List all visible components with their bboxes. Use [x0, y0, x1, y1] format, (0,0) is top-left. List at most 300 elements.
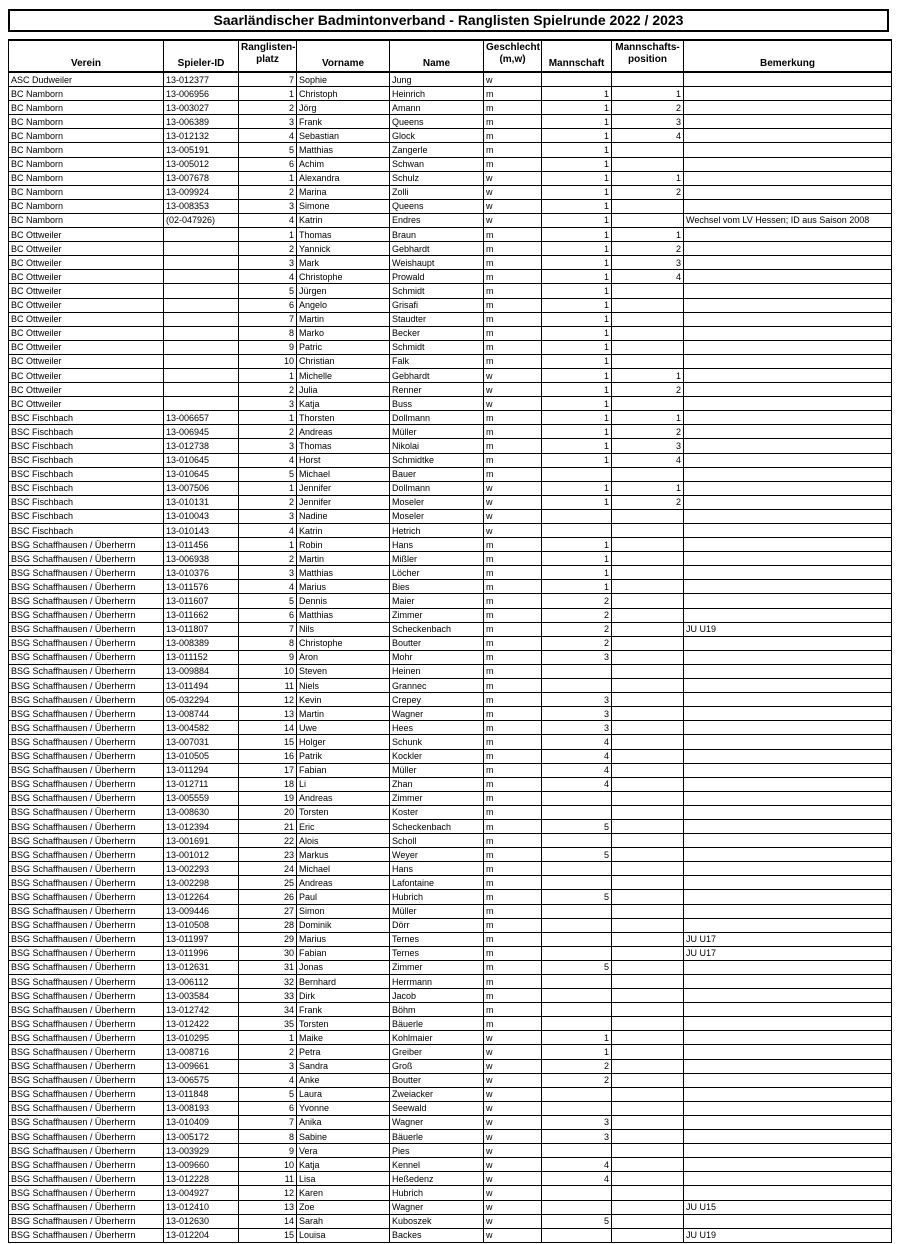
vorname-cell: Vera [297, 1144, 390, 1158]
vorname-cell: Christophe [297, 636, 390, 650]
bemerkung-cell [684, 1045, 892, 1059]
spieler-id-cell: 13-005172 [164, 1130, 239, 1144]
geschlecht-cell: w [484, 481, 542, 495]
spieler-id-cell [164, 397, 239, 411]
mannschaft-cell [542, 1144, 612, 1158]
table-row [9, 566, 892, 580]
geschlecht-cell: w [484, 1045, 542, 1059]
bemerkung-cell [684, 763, 892, 777]
spieler-id-cell: 13-007678 [164, 171, 239, 185]
table-row [9, 608, 892, 622]
spieler-id-cell: 13-011607 [164, 594, 239, 608]
spieler-id-cell: 13-010376 [164, 566, 239, 580]
bemerkung-cell [684, 256, 892, 270]
verein-cell: BC Namborn [9, 87, 164, 101]
position-cell [612, 1228, 684, 1242]
table-row [9, 721, 892, 735]
spieler-id-cell: 13-006112 [164, 975, 239, 989]
bemerkung-cell [684, 1186, 892, 1200]
mannschaft-cell: 1 [542, 495, 612, 509]
name-cell: Queens [390, 115, 484, 129]
geschlecht-cell: m [484, 326, 542, 340]
geschlecht-cell: m [484, 340, 542, 354]
mannschaft-cell [542, 975, 612, 989]
name-cell: Grannec [390, 679, 484, 693]
verein-cell: BSG Schaffhausen / Überherrn [9, 1115, 164, 1129]
name-cell: Buss [390, 397, 484, 411]
vorname-cell: Uwe [297, 721, 390, 735]
verein-cell: BSC Fischbach [9, 481, 164, 495]
spieler-id-cell: 13-003929 [164, 1144, 239, 1158]
bemerkung-cell [684, 72, 892, 87]
geschlecht-cell: m [484, 918, 542, 932]
table-row [9, 340, 892, 354]
vorname-cell: Simon [297, 904, 390, 918]
vorname-cell: Matthias [297, 608, 390, 622]
table-row [9, 1200, 892, 1214]
position-cell [612, 1186, 684, 1200]
mannschaft-cell: 1 [542, 199, 612, 213]
vorname-cell: Frank [297, 115, 390, 129]
table-row [9, 862, 892, 876]
table-row [9, 1045, 892, 1059]
vorname-cell: Katrin [297, 524, 390, 538]
geschlecht-cell: m [484, 960, 542, 974]
platz-cell: 3 [239, 115, 297, 129]
position-cell [612, 538, 684, 552]
header-geschlecht [484, 40, 542, 72]
bemerkung-cell [684, 1214, 892, 1228]
table-row [9, 848, 892, 862]
position-cell [612, 1101, 684, 1115]
table-row [9, 538, 892, 552]
vorname-cell: Lisa [297, 1172, 390, 1186]
verein-cell: BSG Schaffhausen / Überherrn [9, 819, 164, 833]
position-cell [612, 143, 684, 157]
mannschaft-cell: 1 [542, 368, 612, 382]
vorname-cell: Julia [297, 383, 390, 397]
spieler-id-cell [164, 326, 239, 340]
position-cell [612, 664, 684, 678]
platz-cell: 1 [239, 228, 297, 242]
geschlecht-cell: w [484, 1186, 542, 1200]
mannschaft-cell [542, 989, 612, 1003]
geschlecht-cell: m [484, 101, 542, 115]
vorname-cell: Steven [297, 664, 390, 678]
name-cell: Maier [390, 594, 484, 608]
platz-cell: 6 [239, 1101, 297, 1115]
platz-cell: 2 [239, 242, 297, 256]
vorname-cell: Andreas [297, 425, 390, 439]
verein-cell: BC Ottweiler [9, 228, 164, 242]
name-cell: Zimmer [390, 960, 484, 974]
mannschaft-cell: 1 [542, 298, 612, 312]
verein-cell: BSG Schaffhausen / Überherrn [9, 1158, 164, 1172]
position-cell [612, 213, 684, 227]
platz-cell: 9 [239, 650, 297, 664]
platz-cell: 25 [239, 876, 297, 890]
table-row [9, 256, 892, 270]
spieler-id-cell: 13-012410 [164, 1200, 239, 1214]
vorname-cell: Michelle [297, 368, 390, 382]
verein-cell: BC Namborn [9, 157, 164, 171]
mannschaft-cell: 4 [542, 763, 612, 777]
mannschaft-cell: 1 [542, 481, 612, 495]
verein-cell: BC Namborn [9, 129, 164, 143]
bemerkung-cell [684, 509, 892, 523]
bemerkung-cell [684, 834, 892, 848]
position-cell: 1 [612, 87, 684, 101]
geschlecht-cell: m [484, 664, 542, 678]
position-cell [612, 1172, 684, 1186]
verein-cell: BSC Fischbach [9, 524, 164, 538]
name-cell: Heinrich [390, 87, 484, 101]
bemerkung-cell [684, 960, 892, 974]
table-row [9, 791, 892, 805]
table-row [9, 904, 892, 918]
table-row [9, 834, 892, 848]
mannschaft-cell: 3 [542, 721, 612, 735]
mannschaft-cell: 3 [542, 707, 612, 721]
platz-cell: 1 [239, 171, 297, 185]
geschlecht-cell: m [484, 721, 542, 735]
mannschaft-cell: 1 [542, 383, 612, 397]
verein-cell: BC Ottweiler [9, 326, 164, 340]
table-row [9, 72, 892, 87]
geschlecht-cell: m [484, 1017, 542, 1031]
geschlecht-cell: m [484, 453, 542, 467]
bemerkung-cell [684, 735, 892, 749]
bemerkung-cell [684, 326, 892, 340]
table-row [9, 425, 892, 439]
spieler-id-cell: 13-012132 [164, 129, 239, 143]
name-cell: Boutter [390, 636, 484, 650]
name-cell: Hetrich [390, 524, 484, 538]
geschlecht-cell: m [484, 834, 542, 848]
mannschaft-cell [542, 1186, 612, 1200]
bemerkung-cell [684, 1144, 892, 1158]
bemerkung-cell [684, 115, 892, 129]
spieler-id-cell: 13-008389 [164, 636, 239, 650]
platz-cell: 1 [239, 411, 297, 425]
platz-cell: 26 [239, 890, 297, 904]
vorname-cell: Aron [297, 650, 390, 664]
spieler-id-cell: 13-006956 [164, 87, 239, 101]
platz-cell: 2 [239, 552, 297, 566]
bemerkung-cell [684, 749, 892, 763]
spieler-id-cell: 13-012377 [164, 72, 239, 87]
spieler-id-cell: 13-012742 [164, 1003, 239, 1017]
geschlecht-cell: m [484, 354, 542, 368]
spieler-id-cell: 13-011848 [164, 1087, 239, 1101]
position-cell [612, 1214, 684, 1228]
name-cell: Wagner [390, 1200, 484, 1214]
bemerkung-cell [684, 185, 892, 199]
position-cell [612, 777, 684, 791]
position-cell [612, 805, 684, 819]
verein-cell: BSG Schaffhausen / Überherrn [9, 693, 164, 707]
vorname-cell: Thomas [297, 439, 390, 453]
platz-cell: 11 [239, 1172, 297, 1186]
geschlecht-cell: m [484, 157, 542, 171]
bemerkung-cell [684, 538, 892, 552]
position-cell: 1 [612, 368, 684, 382]
position-cell [612, 735, 684, 749]
header-mannschaftsposition-bottom: position [628, 54, 667, 65]
table-row [9, 975, 892, 989]
table-row [9, 932, 892, 946]
spieler-id-cell: 13-003027 [164, 101, 239, 115]
position-cell [612, 960, 684, 974]
position-cell: 2 [612, 242, 684, 256]
name-cell: Hubrich [390, 890, 484, 904]
table-row [9, 1059, 892, 1073]
header-mannschaft: Mannschaft [542, 40, 612, 72]
table-row [9, 228, 892, 242]
geschlecht-cell: m [484, 467, 542, 481]
verein-cell: BC Ottweiler [9, 397, 164, 411]
bemerkung-cell [684, 411, 892, 425]
name-cell: Böhm [390, 1003, 484, 1017]
platz-cell: 34 [239, 1003, 297, 1017]
bemerkung-cell [684, 693, 892, 707]
bemerkung-cell [684, 650, 892, 664]
platz-cell: 13 [239, 707, 297, 721]
table-row [9, 453, 892, 467]
table-row [9, 368, 892, 382]
verein-cell: BSG Schaffhausen / Überherrn [9, 1101, 164, 1115]
geschlecht-cell: m [484, 679, 542, 693]
verein-cell: BSG Schaffhausen / Überherrn [9, 721, 164, 735]
mannschaft-cell: 1 [542, 538, 612, 552]
name-cell: Zolli [390, 185, 484, 199]
platz-cell: 4 [239, 213, 297, 227]
mannschaft-cell: 4 [542, 749, 612, 763]
table-row [9, 1172, 892, 1186]
platz-cell: 1 [239, 1031, 297, 1045]
verein-cell: BSG Schaffhausen / Überherrn [9, 1073, 164, 1087]
mannschaft-cell: 5 [542, 890, 612, 904]
position-cell: 2 [612, 185, 684, 199]
table-row [9, 763, 892, 777]
table-row [9, 115, 892, 129]
name-cell: Moseler [390, 495, 484, 509]
vorname-cell: Kevin [297, 693, 390, 707]
name-cell: Heinen [390, 664, 484, 678]
mannschaft-cell: 2 [542, 594, 612, 608]
position-cell [612, 636, 684, 650]
mannschaft-cell: 1 [542, 101, 612, 115]
platz-cell: 5 [239, 467, 297, 481]
table-row [9, 1101, 892, 1115]
bemerkung-cell [684, 862, 892, 876]
name-cell: Gebhardt [390, 242, 484, 256]
header-name: Name [390, 40, 484, 72]
bemerkung-cell [684, 876, 892, 890]
geschlecht-cell: w [484, 199, 542, 213]
vorname-cell: Yannick [297, 242, 390, 256]
vorname-cell: Thomas [297, 228, 390, 242]
mannschaft-cell: 1 [542, 340, 612, 354]
name-cell: Moseler [390, 509, 484, 523]
bemerkung-cell [684, 580, 892, 594]
table-row [9, 171, 892, 185]
position-cell [612, 312, 684, 326]
bemerkung-cell [684, 1073, 892, 1087]
platz-cell: 20 [239, 805, 297, 819]
position-cell: 3 [612, 439, 684, 453]
geschlecht-cell: m [484, 735, 542, 749]
vorname-cell: Dennis [297, 594, 390, 608]
platz-cell: 9 [239, 1144, 297, 1158]
vorname-cell: Angelo [297, 298, 390, 312]
bemerkung-cell [684, 129, 892, 143]
bemerkung-cell: JU U19 [684, 622, 892, 636]
position-cell [612, 1200, 684, 1214]
mannschaft-cell: 1 [542, 284, 612, 298]
table-row [9, 157, 892, 171]
spieler-id-cell: 13-012631 [164, 960, 239, 974]
platz-cell: 4 [239, 453, 297, 467]
table-row [9, 495, 892, 509]
geschlecht-cell: m [484, 439, 542, 453]
table-row [9, 270, 892, 284]
spieler-id-cell: 13-011576 [164, 580, 239, 594]
position-cell [612, 157, 684, 171]
table-row [9, 960, 892, 974]
spieler-id-cell: 13-010409 [164, 1115, 239, 1129]
table-row [9, 664, 892, 678]
verein-cell: BSG Schaffhausen / Überherrn [9, 1059, 164, 1073]
verein-cell: BSG Schaffhausen / Überherrn [9, 1087, 164, 1101]
verein-cell: BSG Schaffhausen / Überherrn [9, 622, 164, 636]
table-row [9, 101, 892, 115]
verein-cell: BSC Fischbach [9, 439, 164, 453]
spieler-id-cell: 13-009660 [164, 1158, 239, 1172]
name-cell: Weishaupt [390, 256, 484, 270]
platz-cell: 6 [239, 298, 297, 312]
vorname-cell: Christophe [297, 270, 390, 284]
bemerkung-cell [684, 664, 892, 678]
vorname-cell: Michael [297, 862, 390, 876]
position-cell: 1 [612, 481, 684, 495]
position-cell [612, 721, 684, 735]
verein-cell: BSG Schaffhausen / Überherrn [9, 805, 164, 819]
spieler-id-cell: 13-008193 [164, 1101, 239, 1115]
position-cell [612, 918, 684, 932]
geschlecht-cell: m [484, 989, 542, 1003]
bemerkung-cell [684, 819, 892, 833]
vorname-cell: Martin [297, 707, 390, 721]
spieler-id-cell [164, 298, 239, 312]
geschlecht-cell: w [484, 524, 542, 538]
position-cell: 2 [612, 495, 684, 509]
header-ranglistenplatz [239, 40, 297, 72]
geschlecht-cell: m [484, 143, 542, 157]
name-cell: Queens [390, 199, 484, 213]
position-cell [612, 397, 684, 411]
geschlecht-cell: w [484, 1031, 542, 1045]
mannschaft-cell: 1 [542, 242, 612, 256]
platz-cell: 32 [239, 975, 297, 989]
verein-cell: BSG Schaffhausen / Überherrn [9, 904, 164, 918]
mannschaft-cell: 1 [542, 270, 612, 284]
platz-cell: 4 [239, 580, 297, 594]
mannschaft-cell [542, 524, 612, 538]
platz-cell: 8 [239, 636, 297, 650]
bemerkung-cell [684, 1017, 892, 1031]
table-row [9, 693, 892, 707]
platz-cell: 8 [239, 1130, 297, 1144]
mannschaft-cell: 1 [542, 185, 612, 199]
position-cell [612, 679, 684, 693]
platz-cell: 5 [239, 284, 297, 298]
platz-cell: 23 [239, 848, 297, 862]
mannschaft-cell [542, 467, 612, 481]
spieler-id-cell: 13-012264 [164, 890, 239, 904]
spieler-id-cell: 13-008716 [164, 1045, 239, 1059]
verein-cell: BSG Schaffhausen / Überherrn [9, 848, 164, 862]
geschlecht-cell: m [484, 763, 542, 777]
spieler-id-cell: 05-032294 [164, 693, 239, 707]
position-cell [612, 1130, 684, 1144]
spieler-id-cell: 13-011997 [164, 932, 239, 946]
geschlecht-cell: m [484, 636, 542, 650]
vorname-cell: Nils [297, 622, 390, 636]
verein-cell: BSG Schaffhausen / Überherrn [9, 566, 164, 580]
bemerkung-cell [684, 340, 892, 354]
verein-cell: BSG Schaffhausen / Überherrn [9, 975, 164, 989]
platz-cell: 28 [239, 918, 297, 932]
spieler-id-cell: 13-010505 [164, 749, 239, 763]
bemerkung-cell [684, 453, 892, 467]
geschlecht-cell: m [484, 622, 542, 636]
mannschaft-cell [542, 509, 612, 523]
geschlecht-cell: m [484, 115, 542, 129]
verein-cell: BSC Fischbach [9, 425, 164, 439]
spieler-id-cell: 13-004927 [164, 1186, 239, 1200]
table-row [9, 509, 892, 523]
spieler-id-cell [164, 340, 239, 354]
vorname-cell: Dirk [297, 989, 390, 1003]
bemerkung-cell [684, 481, 892, 495]
geschlecht-cell: w [484, 1228, 542, 1242]
mannschaft-cell [542, 1003, 612, 1017]
name-cell: Schunk [390, 735, 484, 749]
table-row [9, 650, 892, 664]
position-cell [612, 1087, 684, 1101]
name-cell: Kohlmaier [390, 1031, 484, 1045]
geschlecht-cell: w [484, 1158, 542, 1172]
vorname-cell: Jennifer [297, 495, 390, 509]
position-cell [612, 1059, 684, 1073]
name-cell: Heßedenz [390, 1172, 484, 1186]
mannschaft-cell: 1 [542, 580, 612, 594]
spieler-id-cell: 13-012228 [164, 1172, 239, 1186]
table-row [9, 805, 892, 819]
position-cell [612, 467, 684, 481]
platz-cell: 4 [239, 524, 297, 538]
name-cell: Scheckenbach [390, 622, 484, 636]
platz-cell: 35 [239, 1017, 297, 1031]
name-cell: Schmidt [390, 340, 484, 354]
geschlecht-cell: w [484, 1144, 542, 1158]
geschlecht-cell: w [484, 213, 542, 227]
geschlecht-cell: w [484, 1073, 542, 1087]
name-cell: Glock [390, 129, 484, 143]
vorname-cell: Bernhard [297, 975, 390, 989]
spieler-id-cell: 13-002293 [164, 862, 239, 876]
